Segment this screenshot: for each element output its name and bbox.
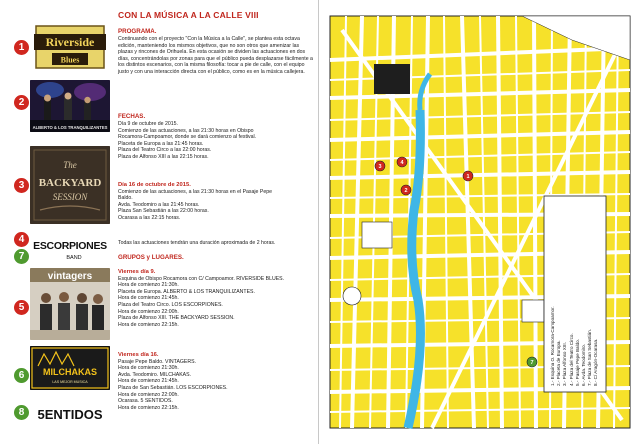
fechas-day2-line: Avda. Teodomiro a las 21:45 horas. — [118, 201, 200, 208]
fechas-day1-line: Rocamora-Campoamor, donde se dará comienzo al festival. — [118, 134, 257, 141]
legend-item: 2.- Placeta de Europa. — [556, 340, 562, 386]
riverside-blues-logo — [30, 24, 110, 70]
fechas-heading: FECHAS. — [118, 113, 146, 120]
viernes16-title: Viernes día 16. — [118, 352, 159, 358]
fechas-day1-line: Plaza del Teatro Circo a las 22:00 horas. — [118, 147, 212, 154]
band-number-badge: 4 — [14, 232, 29, 247]
legend-item: 8.- C/ Aragón-Ocarasa. — [593, 338, 599, 386]
band-number-badge: 8 — [14, 405, 29, 420]
viernes9-line: Plaza del Teatro Circo. LOS ESCORPIONES. — [118, 301, 223, 308]
map-pin-1 — [463, 171, 473, 181]
backyard-the-text: The — [63, 160, 77, 170]
viernes9-line: Hora de comienzo 21:45h. — [118, 295, 179, 302]
fechas-day2-line: Ocarasa a las 22:15 horas. — [118, 214, 181, 221]
milchakas-sub-text: LAS MEJOR MUSICA — [52, 380, 88, 384]
grupos-heading: GRUPOS y LUGARES. — [118, 254, 184, 261]
blues-logo-text: Blues — [60, 55, 80, 65]
programa-text-block — [118, 36, 314, 76]
backyard-main-text: BACKYARD — [38, 177, 102, 189]
legend-item: 3.- Plaza Alfonso XIII. — [562, 342, 568, 386]
svg-text:1: 1 — [466, 174, 470, 180]
fechas-note: Todas las actuaciones tendrán una duración aproximada de 2 horas. — [118, 240, 276, 246]
viernes9-line: Hora de comienzo 22:00h. — [118, 308, 179, 315]
map-pin-4 — [397, 157, 407, 167]
band-number-badge: 1 — [14, 40, 29, 55]
grupos-viernes9-block — [118, 269, 314, 328]
band-logo-milchakas — [30, 346, 110, 390]
band-number-badge: 5 — [14, 300, 29, 315]
viernes16-line: Plaza de San Sebastián. LOS ESCORPIONES. — [118, 384, 228, 391]
fechas-day1-line: Plaza de Alfonso XIII a las 22:15 horas. — [118, 153, 209, 160]
map-pin-2 — [401, 185, 411, 195]
band-logo-5entidos — [30, 400, 110, 426]
legend-item: 5.- Pasaje Pepe Baldo. — [574, 339, 580, 386]
map-pin-7 — [527, 357, 537, 367]
svg-text:4: 4 — [400, 160, 404, 166]
5entidos-text: 5ENTIDOS — [37, 407, 103, 422]
5entidos-logo — [30, 400, 110, 426]
viernes16-line: Avda. Teodomiro. MILCHAKAS. — [118, 371, 192, 378]
escorpiones-text: ESCORPIONES — [33, 240, 107, 252]
alberto-stage-photo — [30, 80, 110, 132]
fechas-day2-line: Comienzo de las actuaciones, a las 21:30 horas en el Pasaje Pepe — [118, 188, 272, 195]
escorpiones-band-text: BAND — [66, 255, 82, 261]
fechas-day1-title: Día 9 de octubre de 2015. — [118, 121, 178, 127]
brochure-left-page — [0, 0, 319, 444]
legend-item: 7.- Plaza de San Sebastián. — [587, 329, 593, 386]
fechas-day2-title: Día 16 de octubre de 2015. — [118, 182, 191, 188]
viernes16-line: Hora de comienzo 21:45h. — [118, 378, 179, 385]
fechas-day2-line: Plaza San Sebastián a las 22:00 horas. — [118, 208, 209, 215]
fechas-day1-line: Comienzo de las actuaciones, a las 21:30 horas en Obispo — [118, 127, 254, 134]
fechas-day1-line: Placeta de Europa a las 21:45 horas. — [118, 140, 204, 147]
brochure-right-page — [322, 0, 640, 444]
programa-heading: PROGRAMA. — [118, 28, 157, 35]
band-logo-riverside-blues — [30, 24, 110, 70]
band-logo-escorpiones — [30, 232, 110, 264]
programa-paragraph: Continuando con el proyecto "Con la Música a la Calle", se plantea esta octava edición, manteniendo los mismos objetivos, que no son otros que amenizar las plazas y rincones de Orihuela. En esta ocasión se dividen las actuaciones en dos días, concentrándolas por zonas para que el público pueda desplazarse fácilmente a los distintos escenarios, con la misma filosofía: tocar a pie de calle, con el equipo justo y con una interacción directa con el público, como es en la música callejera. — [118, 36, 313, 75]
backyard-session-text: SESSION — [52, 192, 88, 202]
alberto-caption: ALBERTO & LOS TRANQUILIZANTES — [32, 125, 108, 130]
viernes16-line: Pasaje Pepe Baldo. VINTAGERS. — [118, 358, 197, 365]
svg-text:2: 2 — [404, 188, 408, 194]
viernes9-line: Hora de comienzo 21:30h. — [118, 282, 179, 289]
legend-item: 6.- Avda. Teodomiro. — [581, 344, 587, 386]
backyard-session-logo — [30, 146, 110, 224]
riverside-logo-text: Riverside — [45, 35, 95, 49]
viernes9-line: Placeta de Europa. ALBERTO & LOS TRANQUILIZANTES. — [118, 288, 255, 295]
legend-item: 1.- Esquina O. Rocamora-Campoamor. — [550, 306, 555, 386]
page-title: CON LA MÚSICA A LA CALLE VIII — [118, 10, 259, 20]
viernes9-line: Plaza de Alfonso XIII. THE BACKYARD SESSION. — [118, 315, 235, 322]
viernes16-line: Hora de comienzo 21:30h. — [118, 365, 179, 372]
viernes9-line: Hora de comienzo 22:15h. — [118, 321, 179, 328]
svg-text:7: 7 — [530, 360, 534, 366]
viernes9-title: Viernes día 9. — [118, 269, 156, 275]
band-photo-alberto — [30, 80, 110, 132]
fechas-day2-line: Baldo. — [118, 195, 133, 202]
band-number-badge: 7 — [14, 249, 29, 264]
viernes16-line: Hora de comienzo 22:00h. — [118, 391, 179, 398]
vintagers-photo — [30, 268, 110, 340]
map-pin-3 — [375, 161, 385, 171]
viernes16-line: Ocarasa. 5 SENTIDOS. — [118, 398, 173, 405]
viernes16-line: Hora de comienzo 22:15h. — [118, 404, 179, 411]
svg-text:3: 3 — [378, 164, 382, 170]
grupos-viernes16-block — [118, 352, 314, 411]
map-landmark — [374, 64, 410, 94]
band-photo-vintagers — [30, 268, 110, 340]
escorpiones-logo — [30, 232, 110, 264]
milchakas-logo — [30, 346, 110, 390]
milchakas-text: MILCHAKAS — [43, 367, 97, 377]
map-legend — [550, 306, 600, 386]
fechas-day2-block — [118, 182, 314, 222]
viernes9-line: Esquina de Obispo Rocamora con C/ Campoamor. RIVERSIDE BLUES. — [118, 275, 285, 282]
legend-item: 4.- Plaza del Teatro Circo. — [568, 333, 574, 386]
vintagers-text: vintagers — [47, 271, 93, 282]
band-number-badge: 2 — [14, 95, 29, 110]
fechas-note-block — [118, 240, 314, 247]
fechas-day1-block — [118, 121, 314, 161]
band-number-badge: 6 — [14, 368, 29, 383]
band-number-badge: 3 — [14, 178, 29, 193]
band-logo-backyard-session — [30, 146, 110, 224]
